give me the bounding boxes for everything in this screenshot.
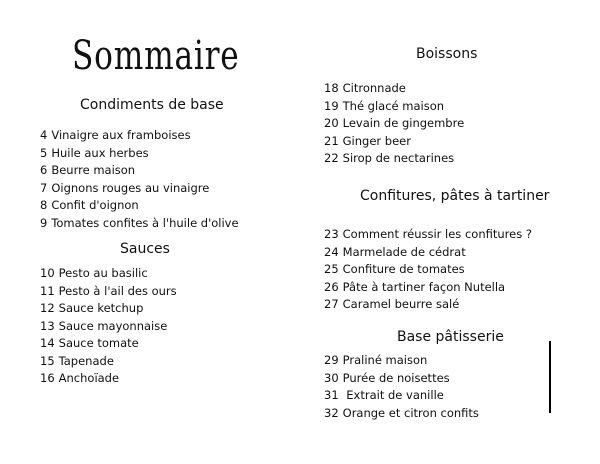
item-label: Anchoïade <box>58 371 120 385</box>
list-sauces <box>40 265 177 388</box>
item-number: 4 <box>40 128 48 142</box>
list-item[interactable] <box>324 98 464 116</box>
list-item[interactable] <box>40 127 239 145</box>
item-label: Tapenade <box>58 353 114 368</box>
item-number: 6 <box>40 163 48 177</box>
list-item[interactable] <box>40 318 177 336</box>
item-label: Pesto au basilic <box>58 266 148 280</box>
list-item[interactable] <box>40 335 177 353</box>
item-label: Tomates confites à l'huile d'olive <box>51 215 239 230</box>
item-number: 13 <box>40 318 55 333</box>
list-item[interactable] <box>40 215 239 233</box>
section-title-sauces: Sauces <box>120 241 170 257</box>
list-item[interactable] <box>40 180 239 198</box>
section-title-boissons: Boissons <box>416 46 478 62</box>
list-item[interactable] <box>324 150 464 168</box>
list-item[interactable] <box>324 352 479 370</box>
item-number: 26 <box>324 279 339 294</box>
list-item[interactable] <box>40 370 177 388</box>
item-number: 5 <box>40 145 48 160</box>
item-number: 24 <box>324 244 339 259</box>
list-patisserie <box>324 352 479 422</box>
list-item[interactable] <box>40 300 177 318</box>
list-item[interactable] <box>40 197 239 215</box>
item-number: 15 <box>40 353 55 368</box>
item-label: Comment réussir les confitures ? <box>342 227 532 241</box>
list-item[interactable] <box>324 370 479 388</box>
item-number: 8 <box>40 198 48 212</box>
item-label: Sauce tomate <box>58 336 139 350</box>
item-number: 18 <box>324 81 339 95</box>
item-number: 16 <box>40 371 55 385</box>
item-number: 22 <box>324 151 339 165</box>
item-number: 21 <box>324 133 339 148</box>
list-item[interactable] <box>324 226 532 244</box>
item-label: Pesto à l'ail des ours <box>58 283 177 298</box>
item-label: Oignons rouges au vinaigre <box>51 180 210 195</box>
item-number: 12 <box>40 301 55 315</box>
item-number: 20 <box>324 116 339 130</box>
item-number: 19 <box>324 98 339 113</box>
list-item[interactable] <box>40 162 239 180</box>
item-label: Thé glacé maison <box>342 98 445 113</box>
item-label: Huile aux herbes <box>51 145 149 160</box>
item-label: Vinaigre aux framboises <box>51 128 191 142</box>
list-item[interactable] <box>324 80 464 98</box>
item-label: Sauce mayonnaise <box>58 318 168 333</box>
item-number: 11 <box>40 283 55 298</box>
item-label: Sirop de nectarines <box>342 151 455 165</box>
item-number: 25 <box>324 262 339 276</box>
list-item[interactable] <box>40 265 177 283</box>
vertical-rule <box>549 341 551 413</box>
item-label: Orange et citron confits <box>342 405 479 420</box>
list-item[interactable] <box>324 133 464 151</box>
item-number: 30 <box>324 370 339 385</box>
item-number: 29 <box>324 353 339 367</box>
list-item[interactable] <box>324 387 479 405</box>
list-item[interactable] <box>324 279 532 297</box>
item-label: Marmelade de cédrat <box>342 244 466 259</box>
list-item[interactable] <box>324 261 532 279</box>
section-title-confitures: Confitures, pâtes à tartiner <box>360 188 550 204</box>
item-number: 27 <box>324 297 339 311</box>
item-number: 32 <box>324 405 339 420</box>
page-title: Sommaire <box>72 33 240 79</box>
item-number: 7 <box>40 180 48 195</box>
item-label: Pâte à tartiner façon Nutella <box>342 279 506 294</box>
item-label: Purée de noisettes <box>342 370 450 385</box>
item-number: 14 <box>40 336 55 350</box>
list-condiments <box>40 127 239 232</box>
list-item[interactable] <box>324 244 532 262</box>
list-boissons <box>324 80 464 168</box>
item-label: Ginger beer <box>342 133 411 148</box>
item-label: Citronnade <box>342 81 406 95</box>
item-label: Sauce ketchup <box>58 301 144 315</box>
item-number: 23 <box>324 227 339 241</box>
list-item[interactable] <box>324 405 479 423</box>
item-number: 10 <box>40 266 55 280</box>
item-number: 31 <box>324 388 339 402</box>
list-item[interactable] <box>324 115 464 133</box>
list-confitures <box>324 226 532 314</box>
item-label: Confiture de tomates <box>342 262 465 276</box>
list-item[interactable] <box>40 353 177 371</box>
item-label: Extrait de vanille <box>342 388 444 402</box>
item-label: Beurre maison <box>51 163 136 177</box>
item-label: Praliné maison <box>342 353 428 367</box>
item-label: Levain de gingembre <box>342 116 465 130</box>
list-item[interactable] <box>40 283 177 301</box>
list-item[interactable] <box>324 296 532 314</box>
section-title-patisserie: Base pâtisserie <box>397 329 504 345</box>
item-label: Caramel beurre salé <box>342 297 460 311</box>
list-item[interactable] <box>40 145 239 163</box>
item-label: Confit d'oignon <box>51 198 139 212</box>
item-number: 9 <box>40 215 48 230</box>
section-title-condiments: Condiments de base <box>80 97 224 113</box>
